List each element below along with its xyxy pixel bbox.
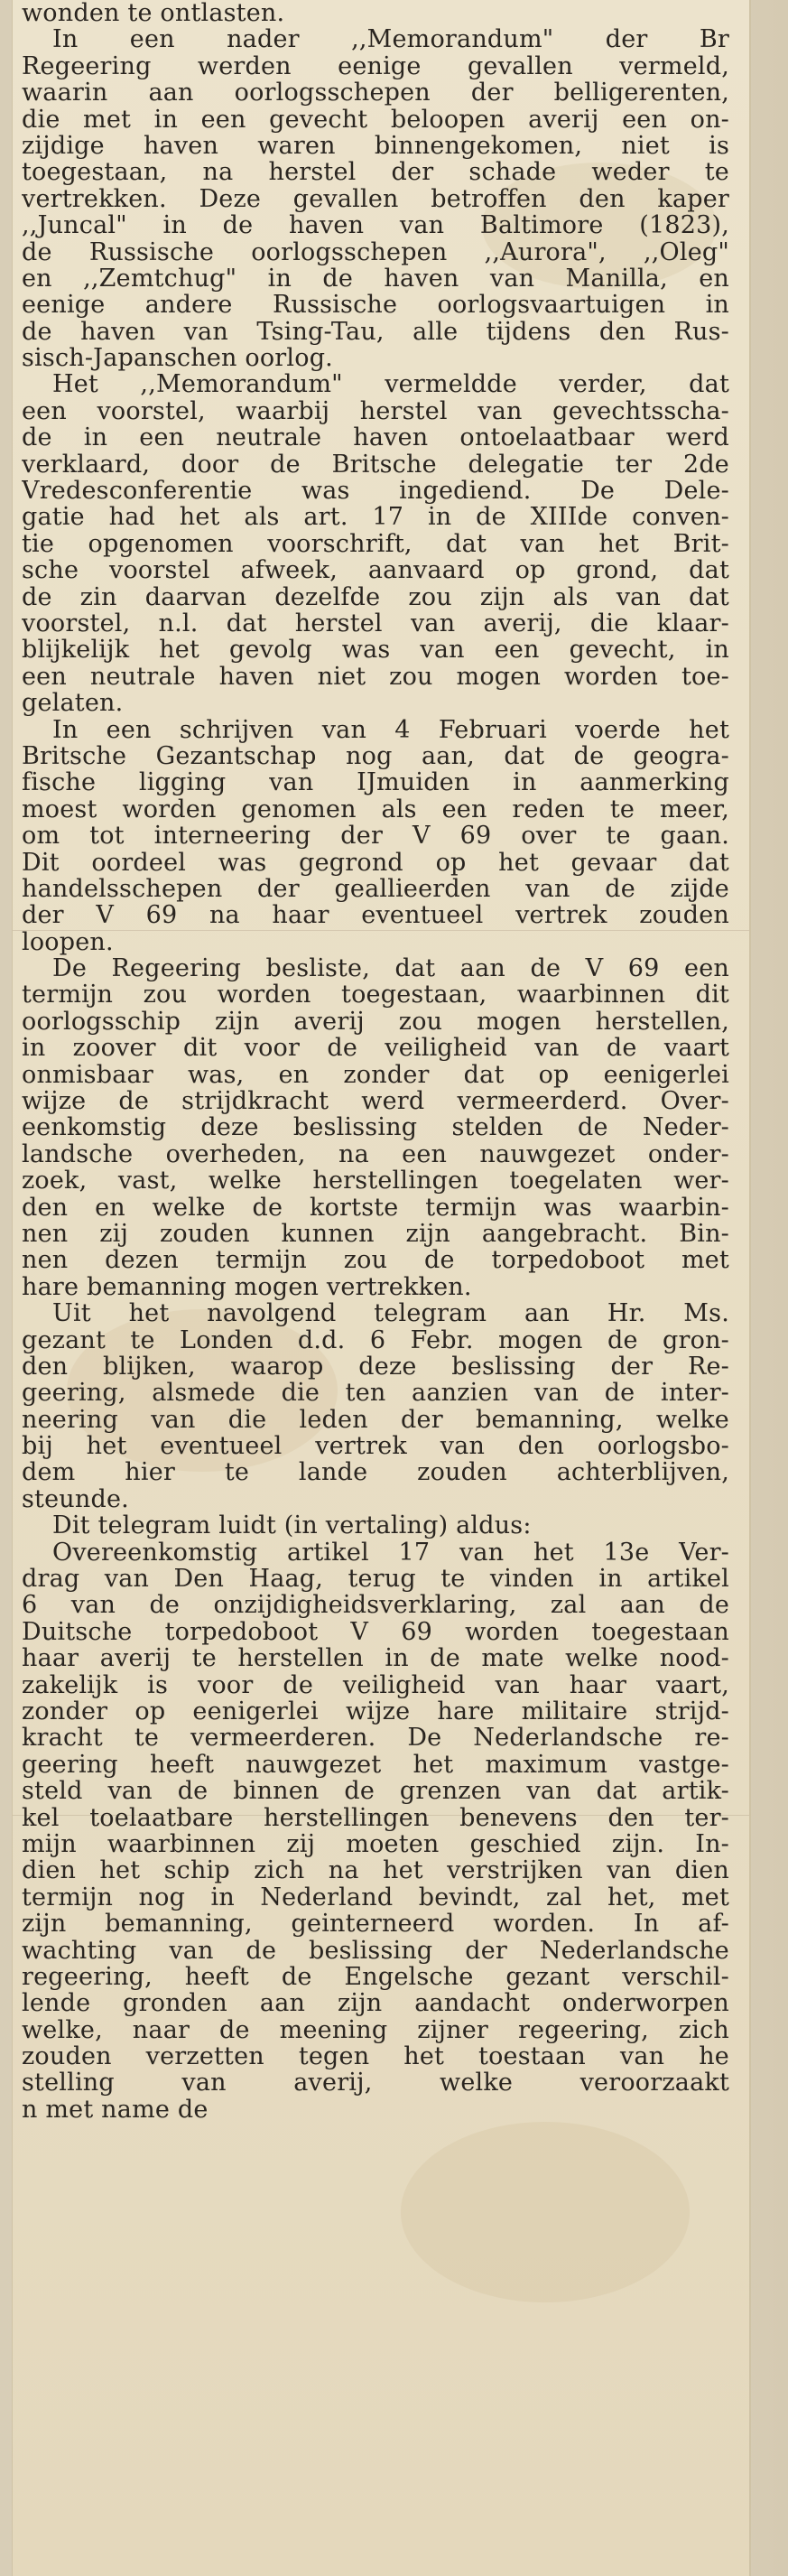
text-line: 6 van de onzijdigheidsverklaring, zal aan de: [22, 1592, 729, 1619]
text-line: die met in een gevecht beloopen averij een on-: [22, 106, 729, 133]
text-line: drag van Den Haag, terug te vinden in artikel: [22, 1566, 729, 1593]
text-line: om tot interneering der V 69 over te gaan.: [22, 823, 729, 850]
text-line: gezant te Londen d.d. 6 Febr. mogen de gron-: [22, 1326, 729, 1353]
text-line: loopen.: [22, 928, 114, 956]
text-line: dem hier te lande zouden achterblijven,: [22, 1459, 729, 1486]
text-line: waarin aan oorlogsschepen der belligerenten,: [22, 79, 729, 107]
text-line: handelsschepen der geallieerden van de zijde: [22, 875, 729, 903]
text-line: geering, alsmede die ten aanzien van de inter-: [22, 1380, 729, 1407]
text-line: kracht te vermeerderen. De Nederlandsche re-: [22, 1725, 729, 1752]
text-line: sisch-Japanschen oorlog.: [22, 345, 333, 372]
text-line: verklaard, door de Britsche delegatie ter 2de: [22, 451, 729, 479]
text-line: Britsche Gezantschap nog aan, dat de geogra-: [22, 742, 729, 770]
text-line: Duitsche torpedoboot V 69 worden toegestaan: [22, 1618, 729, 1646]
text-line: hare bemanning mogen vertrekken.: [22, 1273, 472, 1301]
text-line: voorstel, n.l. dat herstel van averij, die klaar-: [22, 609, 729, 637]
text-line: de in een neutrale haven ontoelaatbaar werd: [22, 424, 729, 451]
text-line: Uit het navolgend telegram aan Hr. Ms.: [52, 1300, 729, 1327]
text-line: moest worden genomen als een reden te meer,: [22, 795, 729, 823]
text-line: bij het eventueel vertrek van den oorlogsbo-: [22, 1433, 729, 1460]
text-line: mijn waarbinnen zij moeten geschied zijn. In-: [22, 1830, 729, 1858]
text-line: regeering, heeft de Engelsche gezant verschil-: [22, 1963, 729, 1991]
article-paragraph: [22, 1539, 729, 2124]
text-line: haar averij te herstellen in de mate welke nood-: [22, 1645, 729, 1672]
text-line: Vredesconferentie was ingediend. De Dele-: [22, 478, 729, 505]
text-line: wonden te ontlasten.: [22, 0, 285, 27]
text-line: dien het schip zich na het verstrijken van dien: [22, 1857, 729, 1884]
text-line: geering heeft nauwgezet het maximum vastge-: [22, 1751, 729, 1779]
text-line: n met name de: [22, 2096, 209, 2124]
text-line: eenige andere Russische oorlogsvaartuigen in: [22, 292, 729, 319]
text-line: gelaten.: [22, 690, 124, 717]
text-line: Dit oordeel was gegrond op het gevaar dat: [22, 849, 729, 876]
text-line: steunde.: [22, 1485, 129, 1513]
text-line: eenkomstig deze beslissing stelden de Neder-: [22, 1114, 729, 1141]
text-line: de haven van Tsing-Tau, alle tijdens den Rus-: [22, 318, 729, 346]
text-line: Dit telegram luidt (in vertaling) aldus:: [52, 1512, 532, 1539]
text-line: zakelijk is voor de veiligheid van haar vaart,: [22, 1671, 729, 1698]
text-line: nen dezen termijn zou de torpedoboot met: [22, 1247, 729, 1274]
text-line: sche voorstel afweek, aanvaard op grond, dat: [22, 557, 729, 584]
text-line: blijkelijk het gevolg was van een gevecht, in: [22, 637, 729, 664]
text-line: oorlogsschip zijn averij zou mogen herstellen,: [22, 1008, 729, 1036]
text-line: de zin daarvan dezelfde zou zijn als van dat: [22, 583, 729, 610]
text-line: nen zij zouden kunnen zijn aangebracht. Bin-: [22, 1220, 729, 1248]
text-line: der V 69 na haar eventueel vertrek zouden: [22, 902, 729, 929]
text-line: kel toelaatbare herstellingen benevens den ter-: [22, 1804, 729, 1831]
text-line: toegestaan, na herstel der schade weder te: [22, 159, 729, 186]
text-line: In een schrijven van 4 Februari voerde het: [52, 716, 729, 743]
article-paragraph: [22, 371, 729, 716]
text-line: steld van de binnen de grenzen van dat artik-: [22, 1778, 729, 1805]
text-line: gatie had het als art. 17 in de XIIIde conven-: [22, 504, 729, 531]
article-text: [22, 0, 729, 2123]
article-paragraph: [22, 1300, 729, 1512]
text-line: een neutrale haven niet zou mogen worden toe-: [22, 663, 729, 691]
text-line: den en welke de kortste termijn was waarbin-: [22, 1194, 729, 1221]
text-line: landsche overheden, na een nauwgezet onder-: [22, 1140, 729, 1168]
text-line: De Regeering besliste, dat aan de V 69 een: [52, 955, 729, 982]
text-line: zouden verzetten tegen het toestaan van he: [22, 2043, 729, 2070]
text-line: ,,Juncal" in de haven van Baltimore (1823),: [22, 212, 729, 239]
text-line: zijdige haven waren binnengekomen, niet is: [22, 132, 729, 160]
article-paragraph: [22, 717, 729, 956]
text-line: In een nader ,,Memorandum" der Br: [52, 26, 729, 53]
article-paragraph: [22, 955, 729, 1300]
text-line: Regeering werden eenige gevallen vermeld,: [22, 52, 729, 80]
text-line: vertrekken. Deze gevallen betroffen den kaper: [22, 185, 729, 213]
text-line: tie opgenomen voorschrift, dat van het Brit-: [22, 530, 729, 558]
article-paragraph: [22, 0, 729, 26]
article-paragraph: [22, 26, 729, 371]
text-line: Het ,,Memorandum" vermeldde verder, dat: [52, 371, 729, 398]
paper-stain: [401, 2122, 690, 2302]
text-line: zonder op eenigerlei wijze hare militaire strijd-: [22, 1698, 729, 1725]
text-line: wijze de strijdkracht werd vermeerderd. Over-: [22, 1088, 729, 1115]
article-paragraph: [22, 1512, 729, 1539]
text-line: stelling van averij, welke veroorzaakt: [22, 2069, 729, 2097]
text-line: wachting van de beslissing der Nederlandsche: [22, 1937, 729, 1964]
text-line: lende gronden aan zijn aandacht onderworpen: [22, 1990, 729, 2017]
text-line: een voorstel, waarbij herstel van gevechtsscha-: [22, 397, 729, 425]
text-line: in zoover dit voor de veiligheid van de vaart: [22, 1035, 729, 1062]
text-line: zijn bemanning, geinterneerd worden. In af-: [22, 1911, 729, 1938]
text-line: neering van die leden der bemanning, welke: [22, 1406, 729, 1434]
text-line: de Russische oorlogsschepen ,,Aurora", ,,Oleg": [22, 238, 729, 265]
text-line: fische ligging van IJmuiden in aanmerking: [22, 769, 729, 796]
text-line: onmisbaar was, en zonder dat op eenigerlei: [22, 1061, 729, 1089]
text-line: en ,,Zemtchug" in de haven van Manilla, en: [22, 265, 729, 293]
text-line: zoek, vast, welke herstellingen toegelaten wer-: [22, 1167, 729, 1195]
text-line: welke, naar de meening zijner regeering, zich: [22, 2016, 729, 2044]
text-line: Overeenkomstig artikel 17 van het 13e Ver-: [52, 1539, 729, 1567]
text-line: termijn zou worden toegestaan, waarbinnen dit: [22, 981, 729, 1009]
text-line: den blijken, waarop deze beslissing der Re-: [22, 1353, 729, 1381]
text-line: termijn nog in Nederland bevindt, zal het, met: [22, 1883, 729, 1911]
